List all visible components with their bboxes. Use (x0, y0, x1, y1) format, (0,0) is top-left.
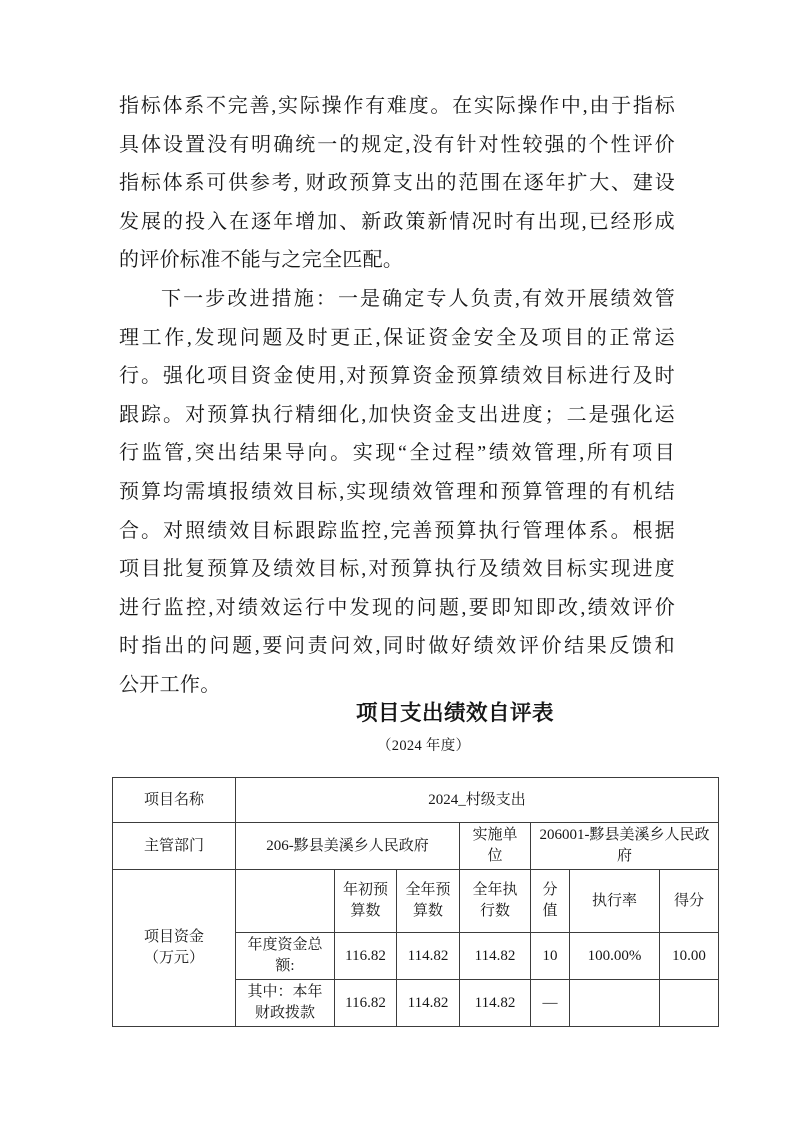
value-cell: 114.82 (460, 933, 531, 980)
paragraph-line: 进行监控,对绩效运行中发现的问题,要即知即改,绩效评价 (119, 596, 675, 619)
impl-unit-label: 实施单位 (460, 823, 531, 870)
paragraph-line: 理工作,发现问题及时更正,保证资金安全及项目的正常运 (119, 326, 675, 349)
row-label: 年度资金总额: (236, 933, 335, 980)
paragraph-line: 合。对照绩效目标跟踪监控,完善预算执行管理体系。根据 (119, 519, 675, 542)
paragraph-line: 下一步改进措施：一是确定专人负责,有效开展绩效管 (161, 287, 675, 310)
paragraph-line: 跟踪。对预算执行精细化,加快资金支出进度；二是强化运 (119, 403, 675, 426)
column-header: 全年执行数 (460, 870, 531, 933)
column-header: 分值 (531, 870, 570, 933)
value-cell: 114.82 (397, 933, 460, 980)
table-subtitle: （2024 年度） (377, 738, 471, 754)
paragraph-line: 指标体系不完善,实际操作有难度。在实际操作中,由于指标 (119, 95, 675, 117)
body-text (119, 87, 675, 705)
table-title: 项目支出绩效自评表 (356, 701, 555, 725)
paragraph-line: 指标体系可供参考, 财政预算支出的范围在逐年扩大、建设 (119, 172, 675, 195)
funds-label-line1: 项目资金 (143, 929, 204, 945)
table-row (113, 778, 719, 823)
paragraph-line: 时指出的问题,要问责问效,同时做好绩效评价结果反馈和 (119, 635, 675, 658)
project-name-label: 项目名称 (113, 778, 236, 823)
impl-unit-value: 206001-黟县美溪乡人民政府 (531, 823, 719, 870)
value-cell: 114.82 (460, 980, 531, 1027)
value-cell: 114.82 (397, 980, 460, 1027)
paragraph-line: 行监管,突出结果导向。实现“全过程”绩效管理,所有项目 (119, 442, 675, 465)
project-name-value: 2024_村级支出 (236, 778, 719, 823)
column-header: 全年预算数 (397, 870, 460, 933)
paragraph-line: 行。强化项目资金使用,对预算资金预算绩效目标进行及时 (119, 365, 675, 388)
paragraph-line: 项目批复预算及绩效目标,对预算执行及绩效目标实现进度 (119, 558, 675, 581)
value-cell: 116.82 (335, 980, 397, 1027)
row-label: 其中：本年财政拨款 (236, 980, 335, 1027)
value-cell: 116.82 (335, 933, 397, 980)
value-cell: 100.00% (570, 933, 660, 980)
value-cell: — (531, 980, 570, 1027)
paragraph-line: 公开工作。 (119, 673, 221, 696)
column-header: 年初预算数 (335, 870, 397, 933)
value-cell (660, 980, 719, 1027)
funds-label (113, 870, 236, 1027)
value-cell: 10.00 (660, 933, 719, 980)
funds-label-line2: （万元） (143, 950, 204, 966)
paragraph-line: 预算均需填报绩效目标,实现绩效管理和预算管理的有机结 (119, 480, 675, 503)
empty-cell (236, 870, 335, 933)
column-header: 得分 (660, 870, 719, 933)
table-row (113, 823, 719, 870)
value-cell (570, 980, 660, 1027)
self-evaluation-table (112, 777, 719, 1027)
dept-label: 主管部门 (113, 823, 236, 870)
paragraph-line: 具体设置没有明确统一的规定,没有针对性较强的个性评价 (119, 133, 675, 156)
column-header: 执行率 (570, 870, 660, 933)
dept-value: 206-黟县美溪乡人民政府 (236, 823, 460, 870)
table-row (113, 870, 719, 933)
paragraph-line: 的评价标准不能与之完全匹配。 (119, 249, 404, 272)
paragraph-line: 发展的投入在逐年增加、新政策新情况时有出现,已经形成 (119, 210, 675, 233)
value-cell: 10 (531, 933, 570, 980)
